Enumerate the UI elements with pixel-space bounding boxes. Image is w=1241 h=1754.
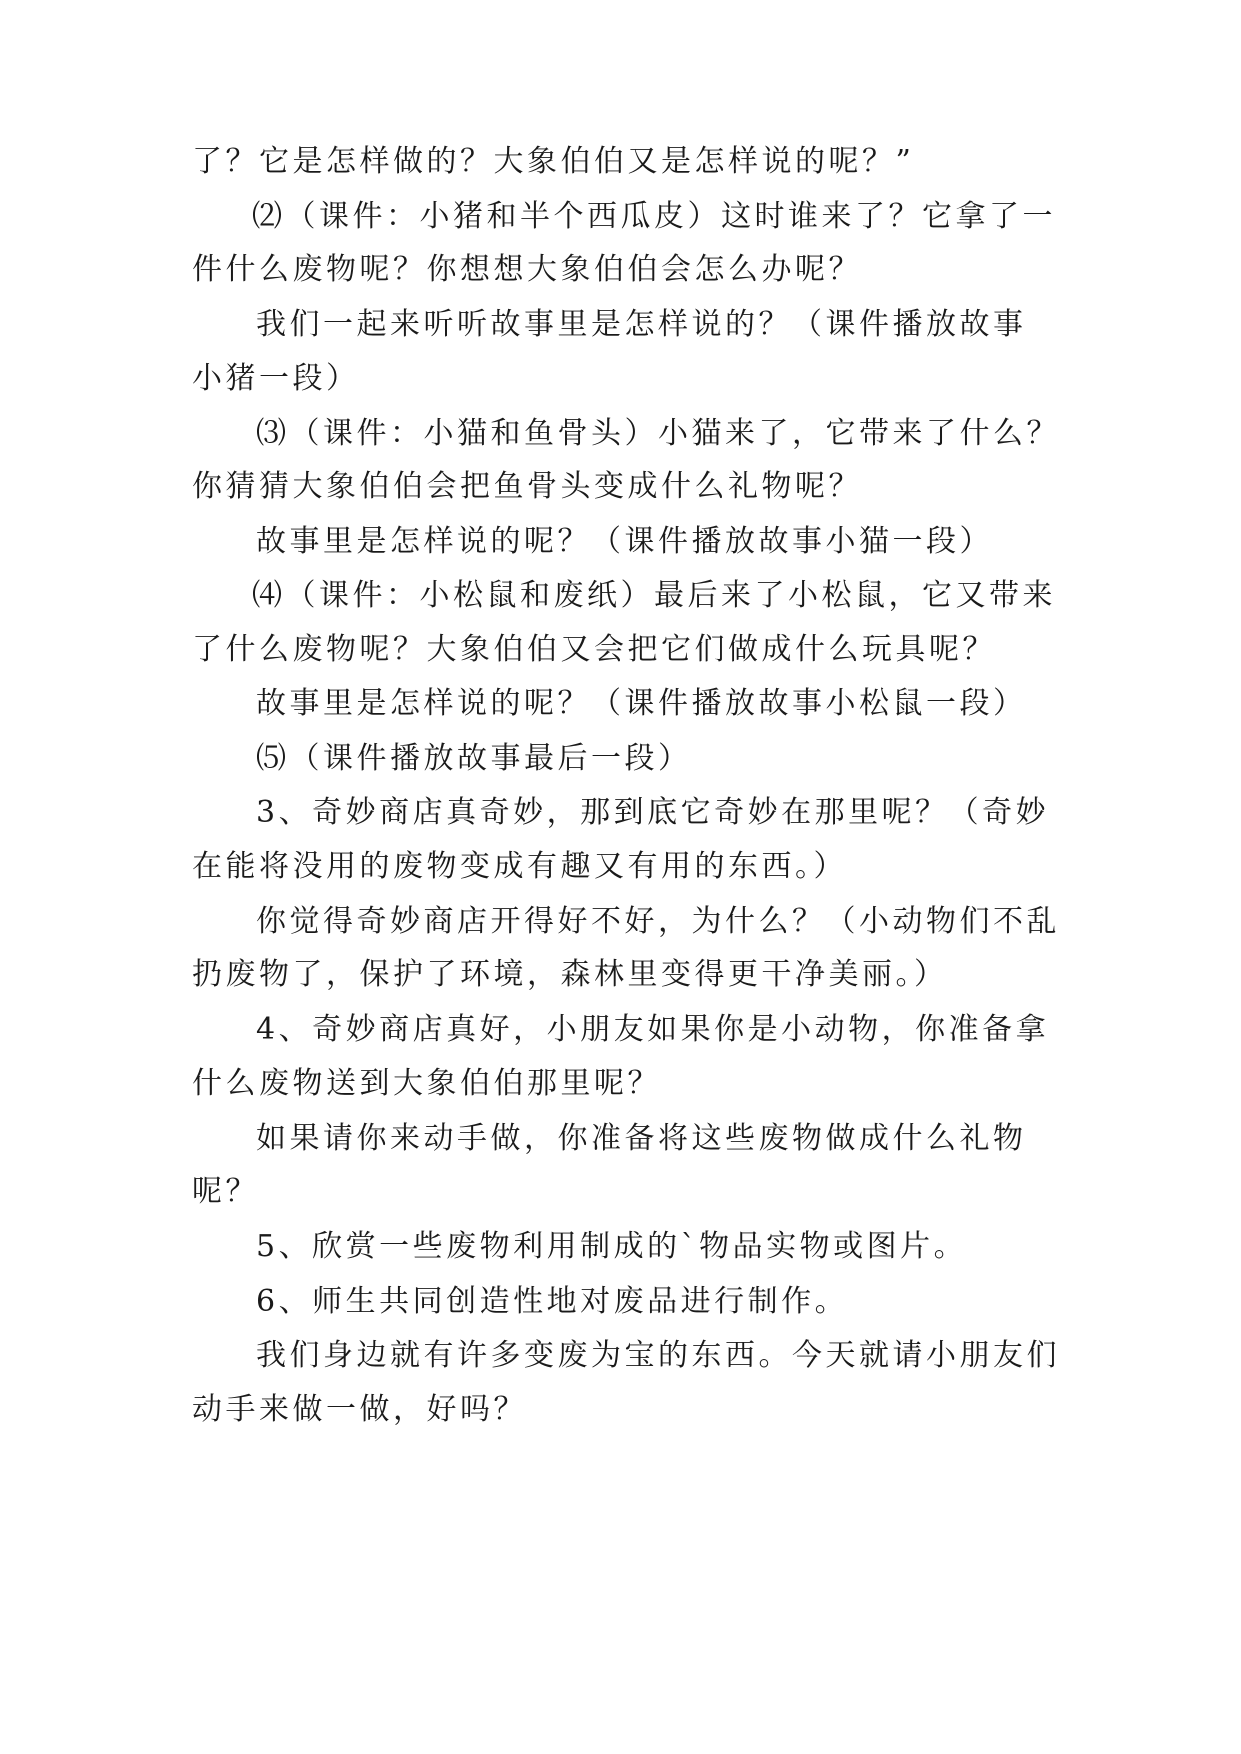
- text-line: 动手来做一做，好吗？: [192, 1392, 527, 1427]
- text-line: 3、奇妙商店真奇妙，那到底它奇妙在那里呢？（奇妙: [256, 795, 1050, 830]
- text-line: 你猜猜大象伯伯会把鱼骨头变成什么礼物呢？: [192, 469, 862, 504]
- text-line: 件什么废物呢？你想想大象伯伯会怎么办呢？: [192, 252, 862, 287]
- text-line: ⑷（课件：小松鼠和废纸）最后来了小松鼠，它又带来: [252, 578, 1056, 613]
- text-line: 什么废物送到大象伯伯那里呢？: [192, 1066, 661, 1101]
- text-line: 5、欣赏一些废物利用制成的`物品实物或图片。: [256, 1229, 968, 1264]
- text-line: 我们一起来听听故事里是怎样说的？（课件播放故事: [256, 307, 1027, 342]
- text-line: 故事里是怎样说的呢？（课件播放故事小猫一段）: [256, 524, 993, 559]
- text-line: ⑸（课件播放故事最后一段）: [256, 741, 692, 776]
- text-line: ⑶（课件：小猫和鱼骨头）小猫来了，它带来了什么？: [256, 416, 1060, 451]
- text-line: 6、师生共同创造性地对废品进行制作。: [256, 1284, 849, 1319]
- text-line: 4、奇妙商店真好，小朋友如果你是小动物，你准备拿: [256, 1012, 1050, 1047]
- text-line: 了什么废物呢？大象伯伯又会把它们做成什么玩具呢？: [192, 632, 996, 667]
- text-line: 你觉得奇妙商店开得好不好，为什么？（小动物们不乱: [256, 904, 1060, 939]
- text-line: 我们身边就有许多变废为宝的东西。今天就请小朋友们: [256, 1338, 1060, 1373]
- text-line: 故事里是怎样说的呢？（课件播放故事小松鼠一段）: [256, 686, 1027, 721]
- text-line: 呢？: [192, 1174, 259, 1209]
- text-line: 扔废物了，保护了环境，森林里变得更干净美丽。）: [192, 957, 948, 992]
- text-line: 了？它是怎样做的？大象伯伯又是怎样说的呢？”: [192, 144, 915, 179]
- text-line: 如果请你来动手做，你准备将这些废物做成什么礼物: [256, 1121, 1027, 1156]
- text-line: 小猪一段）: [192, 361, 360, 396]
- text-line: 在能将没用的废物变成有趣又有用的东西。）: [192, 849, 847, 884]
- text-line: ⑵（课件：小猪和半个西瓜皮）这时谁来了？它拿了一: [252, 199, 1056, 234]
